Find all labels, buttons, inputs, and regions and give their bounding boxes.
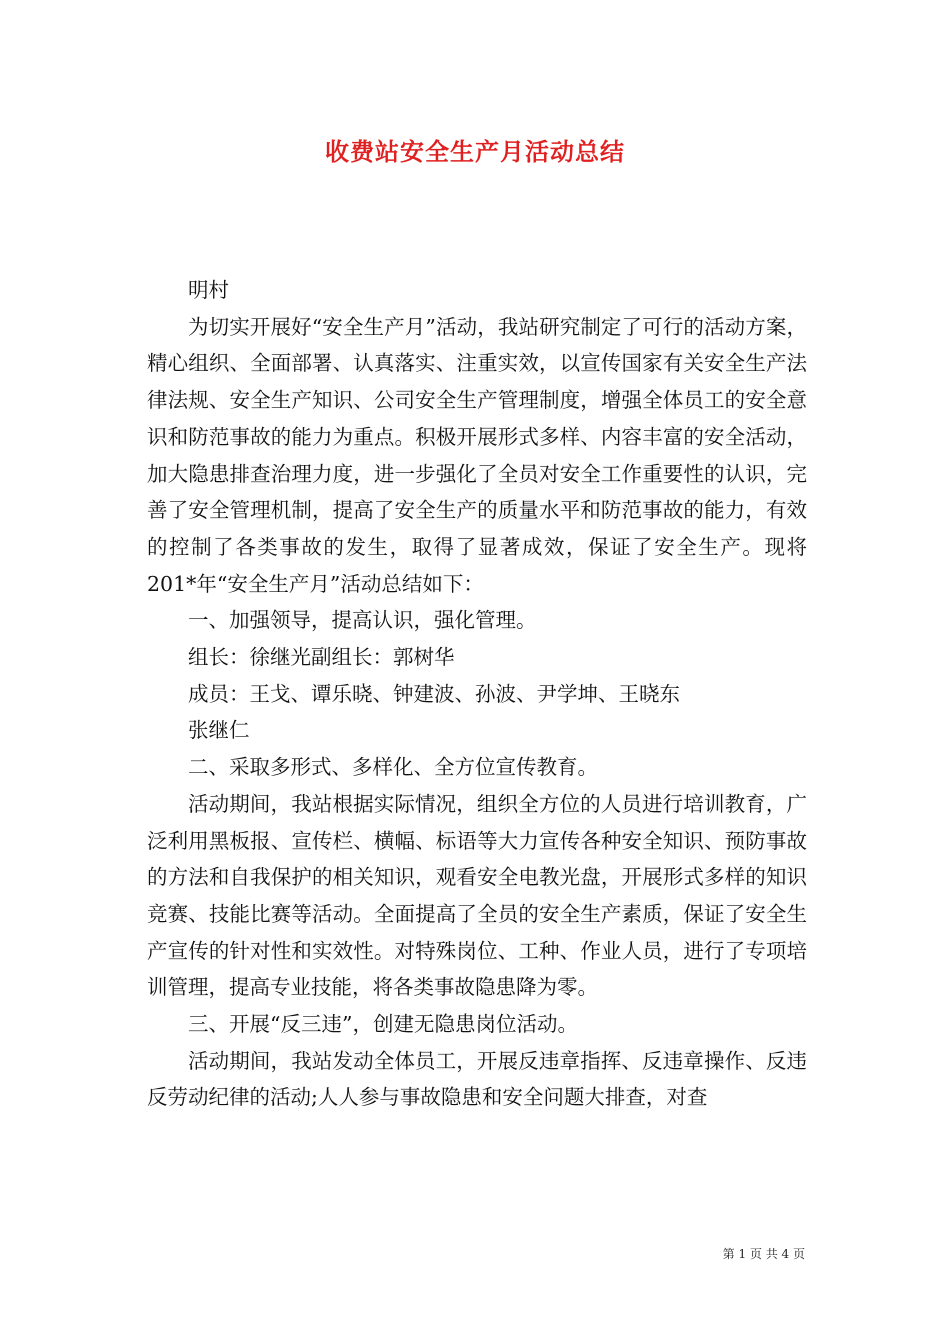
section-heading-2: 二、采取多形式、多样化、全方位宣传教育。: [188, 755, 598, 780]
paragraph-education: 活动期间，我站根据实际情况，组织全方位的人员进行培训教育，广泛利用黑板报、宣传栏、横幅、标语等大力宣传各种安全知识、预防事故的方法和自我保护的相关知识，观看安全电教光盘，开展形式多样的知识竞赛、技能比赛等活动。全面提高了全员的安全生产素质，保证了安全生产宣传的针对性和实效性。对特殊岗位、工种、作业人员，进行了专项培训管理，提高专业技能，将各类事故隐患降为零。: [147, 791, 807, 1000]
document-title: 收费站安全生产月活动总结: [325, 138, 625, 166]
document-body: [147, 272, 807, 1116]
paragraph-intro: 为切实开展好“安全生产月”活动，我站研究制定了可行的活动方案，精心组织、全面部署、认真落实、注重实效，以宣传国家有关安全生产法律法规、安全生产知识、公司安全生产管理制度，增强全体员工的安全意识和防范事故的能力为重点。积极开展形式多样、内容丰富的安全活动，加大隐患排查治理力度，进一步强化了全员对安全工作重要性的认识，完善了安全管理机制，提高了安全生产的质量水平和防范事故的能力，有效的控制了各类事故的发生，取得了显著成效，保证了安全生产。现将201*年“安全生产月”活动总结如下：: [147, 314, 807, 596]
section-heading-1: 一、加强领导，提高认识，强化管理。: [188, 608, 537, 633]
page-number: 第 1 页 共 4 页: [722, 1247, 805, 1261]
section-heading-3: 三、开展“反三违”，创建无隐患岗位活动。: [188, 1012, 578, 1037]
paragraph-activities: 活动期间，我站发动全体员工，开展反违章指挥、反违章操作、反违反劳动纪律的活动;人人参与事故隐患和安全问题大排查，对查: [147, 1048, 807, 1110]
members-line-cont: 张继仁: [188, 718, 250, 743]
members-line: 成员：王戈、谭乐晓、钟建波、孙波、尹学坤、王晓东: [188, 681, 680, 706]
leader-line: 组长：徐继光副组长：郭树华: [188, 645, 455, 670]
author-line: 明村: [188, 278, 229, 302]
